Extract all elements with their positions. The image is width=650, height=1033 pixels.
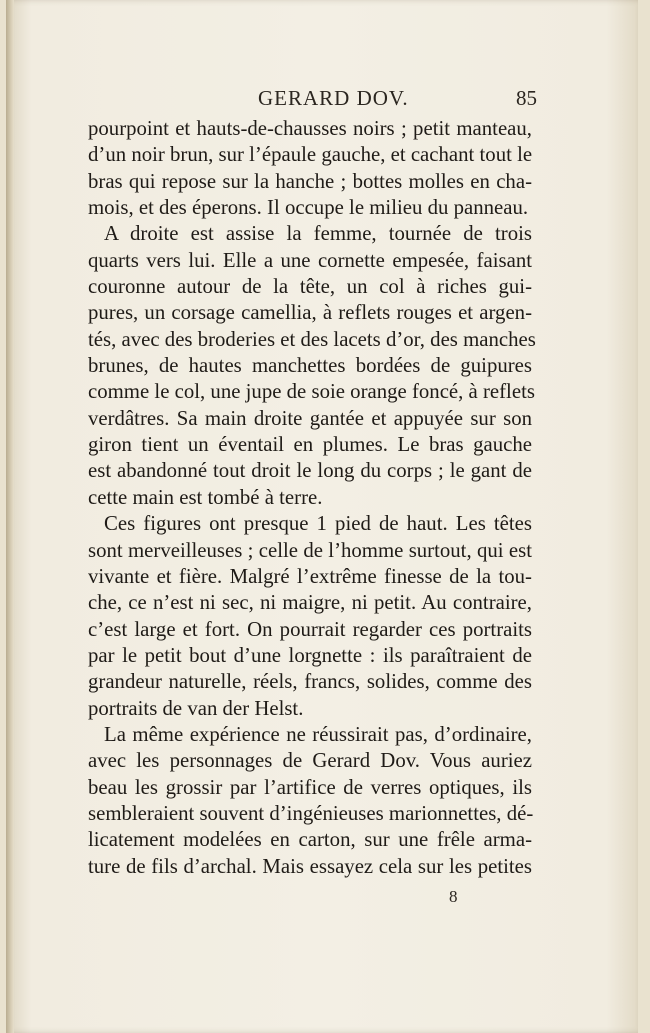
text-line: beau les grossir par l’artifice de verres optiques, ils bbox=[88, 775, 532, 799]
text-line: ture de fils d’archal. Mais essayez cela sur les petites bbox=[88, 854, 532, 878]
text-line: bras qui repose sur la hanche ; bottes molles en cha- bbox=[88, 169, 532, 193]
text-line: verdâtres. Sa main droite gantée et appuyée sur son bbox=[88, 406, 532, 430]
text-line: giron tient un éventail en plumes. Le bras gauche bbox=[88, 433, 532, 457]
page-header bbox=[0, 86, 650, 116]
text-line: licatement modelées en carton, sur une frêle arma- bbox=[88, 828, 532, 852]
text-line: mois, et des éperons. Il occupe le milieu du panneau. bbox=[88, 196, 529, 220]
text-line: tés, avec des broderies et des lacets d’or, des manches bbox=[88, 327, 536, 351]
text-line: pourpoint et hauts-de-chausses noirs ; petit manteau, bbox=[88, 117, 532, 140]
running-title: GERARD DOV. bbox=[258, 86, 409, 110]
text-line: sembleraient souvent d’ingénieuses marionnettes, dé- bbox=[88, 801, 534, 825]
text-line: La même expérience ne réussirait pas, d’ordinaire, bbox=[104, 722, 532, 746]
text-line: vivante et fière. Malgré l’extrême finesse de la tou- bbox=[88, 564, 532, 588]
text-line: par le petit bout d’une lorgnette : ils paraîtraient de bbox=[88, 643, 532, 667]
text-line: brunes, de hautes manchettes bordées de guipures bbox=[88, 354, 532, 378]
text-line: d’un noir brun, sur l’épaule gauche, et cachant tout le bbox=[88, 143, 533, 167]
signature-mark: 8 bbox=[449, 887, 458, 906]
text-line: quarts vers lui. Elle a une cornette empesée, faisant bbox=[88, 248, 532, 272]
text-line: A droite est assise la femme, tournée de trois bbox=[104, 222, 532, 246]
text-line: sont merveilleuses ; celle de l’homme surtout, qui est bbox=[88, 538, 532, 562]
text-line: cette main est tombé à terre. bbox=[88, 485, 323, 509]
text-line: comme le col, une jupe de soie orange foncé, à reflets bbox=[88, 380, 535, 404]
text-line: pures, un corsage camellia, à reflets rouges et argen- bbox=[88, 301, 532, 325]
text-line: couronne autour de la tête, un col à riches gui- bbox=[88, 275, 532, 299]
text-line: est abandonné tout droit le long du corps ; le gant de bbox=[88, 459, 532, 483]
page-binding-edge bbox=[6, 0, 14, 1033]
page-number: 85 bbox=[516, 86, 537, 110]
text-line: che, ce n’est ni sec, ni maigre, ni petit. Au contraire, bbox=[88, 591, 532, 615]
text-line: Ces figures ont presque 1 pied de haut. Les têtes bbox=[104, 512, 532, 536]
text-line: grandeur naturelle, réels, francs, solides, comme des bbox=[88, 670, 532, 694]
body-text bbox=[88, 116, 536, 880]
text-line: c’est large et fort. On pourrait regarder ces portraits bbox=[88, 617, 532, 641]
text-line: avec les personnages de Gerard Dov. Vous auriez bbox=[88, 749, 532, 773]
text-line: portraits de van der Helst. bbox=[88, 696, 304, 720]
